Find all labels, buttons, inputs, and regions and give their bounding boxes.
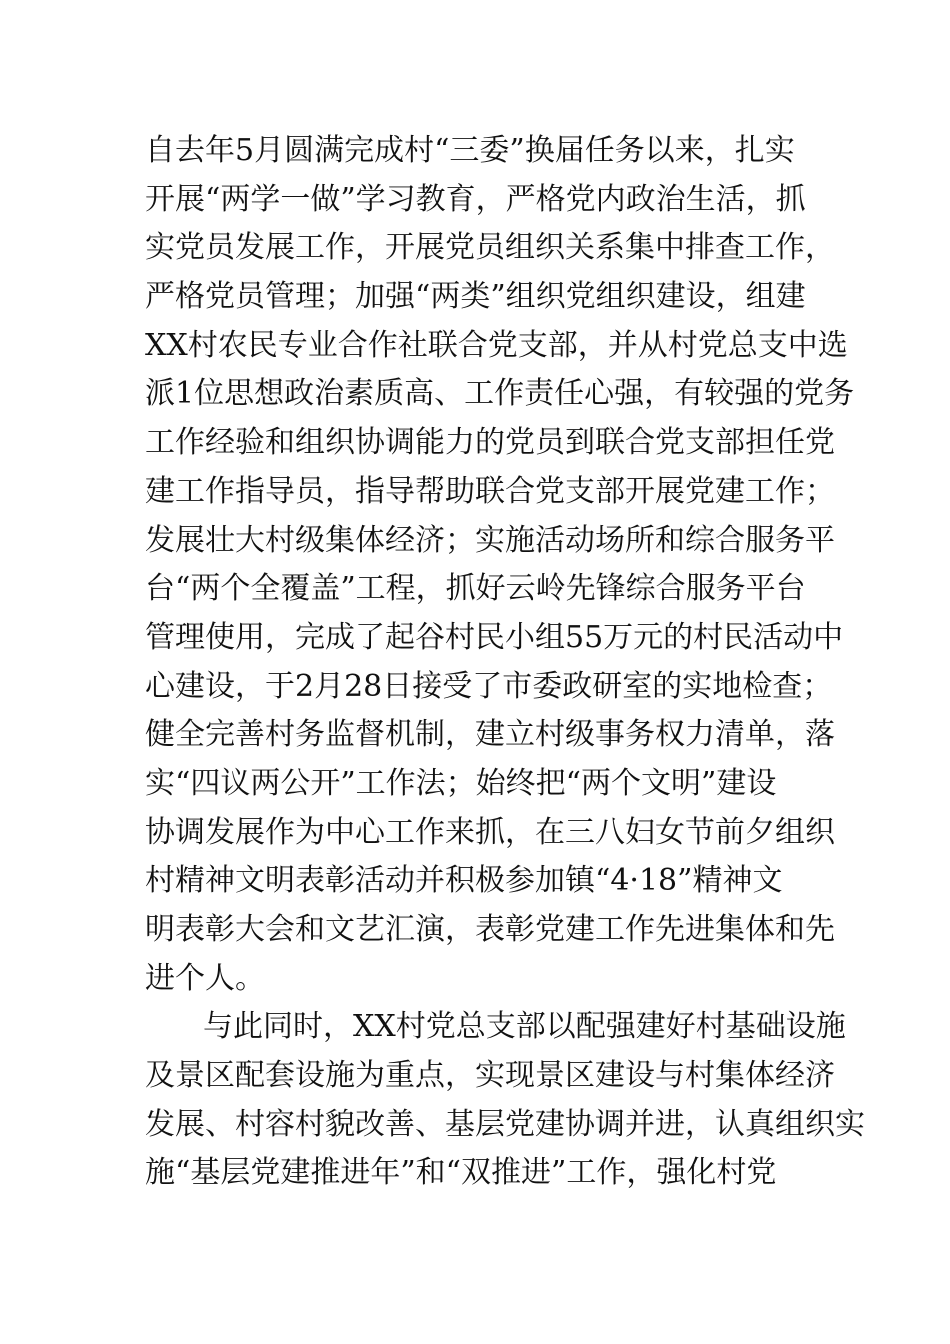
text-line: 实党员发展工作，开展党员组织关系集中排查工作， [145,230,835,266]
text-line: 实“四议两公开”工作法；始终把“两个文明”建设 [145,765,777,801]
text-line: 发展壮大村级集体经济；实施活动场所和综合服务平 [145,522,835,558]
text-line: 村精神文明表彰活动并积极参加镇“4·18”精神文 [145,863,783,899]
text-line: 健全完善村务监督机制，建立村级事务权力清单，落 [145,717,835,753]
text-line: 建工作指导员，指导帮助联合党支部开展党建工作； [145,473,835,509]
text-line: 派1位思想政治素质高、工作责任心强，有较强的党务 [145,376,855,412]
text-line: XX村农民专业合作社联合党支部，并从村党总支中选 [145,327,848,363]
text-line: 协调发展作为中心工作来抓，在三八妇女节前夕组织 [145,814,835,850]
text-line: 台“两个全覆盖”工程，抓好云岭先锋综合服务平台 [145,571,806,607]
text-line: 及景区配套设施为重点，实现景区建设与村集体经济 [145,1058,835,1094]
text-line: 严格党员管理；加强“两类”组织党组织建设，组建 [145,279,806,315]
body-text [145,127,865,1198]
text-line: 管理使用，完成了起谷村民小组55万元的村民活动中 [145,619,844,655]
text-line-indented: 与此同时，XX村党总支部以配强建好村基础设施 [203,1009,846,1045]
paragraph-2 [145,1003,865,1198]
text-line: 明表彰大会和文艺汇演，表彰党建工作先进集体和先 [145,912,835,947]
text-line: 工作经验和组织协调能力的党员到联合党支部担任党 [145,425,835,461]
text-line: 施“基层党建推进年”和“双推进”工作，强化村党 [145,1155,777,1191]
text-line: 开展“两学一做”学习教育，严格党内政治生活，抓 [145,181,806,217]
text-line: 进个人。 [145,960,265,996]
text-line: 发展、村容村貌改善、基层党建协调并进，认真组织实 [145,1106,865,1142]
text-line: 心建设，于2月28日接受了市委政研室的实地检查； [145,668,833,704]
paragraph-1 [145,127,855,1003]
text-line: 自去年5月圆满完成村“三委”换届任务以来，扎实 [145,133,795,168]
